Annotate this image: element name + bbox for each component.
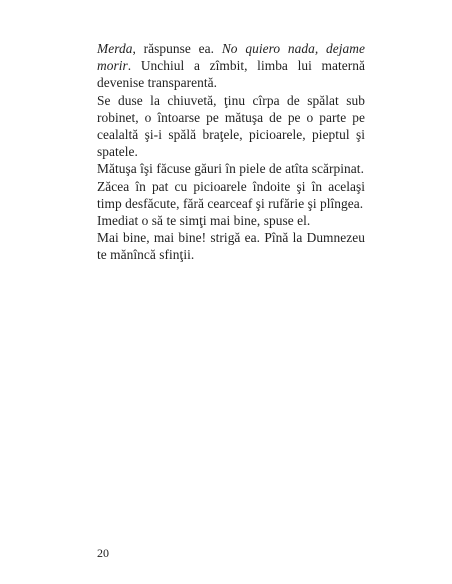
paragraph-5 bbox=[97, 212, 365, 229]
body-text-run: Imediat o să te simţi mai bine, spuse el. bbox=[97, 213, 311, 229]
paragraph-3 bbox=[97, 160, 365, 177]
italic-text: Merda bbox=[97, 41, 133, 56]
paragraph-1 bbox=[97, 40, 365, 92]
body-text bbox=[97, 40, 365, 264]
paragraph-2 bbox=[97, 92, 365, 161]
body-text-run: . Unchiul a zîmbit, limba lui maternă devenise transparentă. bbox=[97, 58, 365, 91]
italic-text: No quiero nada, dejame morir bbox=[97, 41, 365, 74]
body-text-run: Zăcea în pat cu picioarele îndoite şi în acelaşi timp desfăcute, fără cearceaf şi rufărie şi plîngea. bbox=[97, 178, 365, 211]
paragraph-6 bbox=[97, 229, 365, 263]
body-text-run: Mătuşa îşi făcuse găuri în piele de atîta scărpinat. bbox=[97, 161, 364, 177]
page-number: 20 bbox=[97, 546, 109, 560]
paragraph-4 bbox=[97, 178, 365, 212]
body-text-run: , răspunse ea. bbox=[132, 41, 222, 56]
body-text-run: Se duse la chiuvetă, ţinu cîrpa de spălat sub robinet, o întoarse pe mătuşa de pe o parte pe cealaltă şi-i spălă braţele, picioarele, pieptul şi spatele. bbox=[97, 92, 365, 160]
body-text-run: Mai bine, mai bine! strigă ea. Pînă la Dumnezeu te mănîncă sfinţii. bbox=[97, 230, 365, 263]
